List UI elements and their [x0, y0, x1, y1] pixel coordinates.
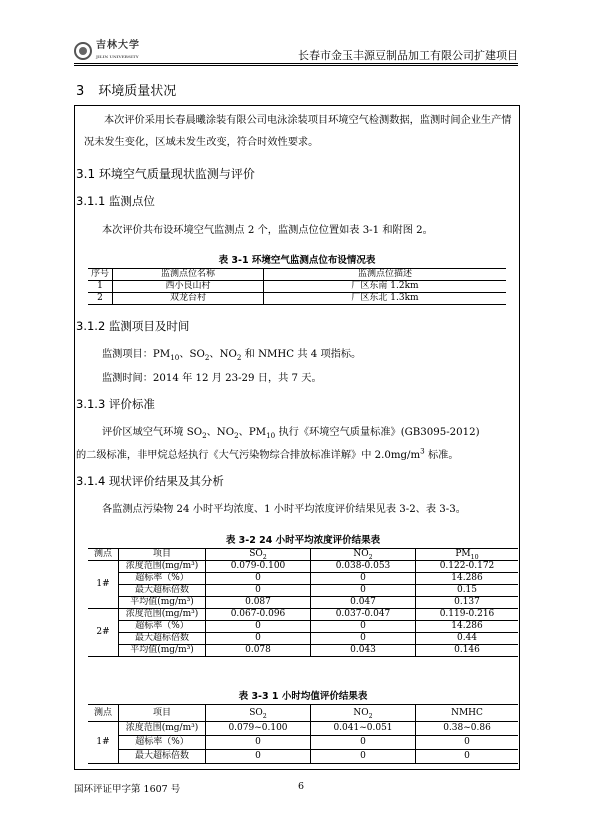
site-cell: 1#: [88, 561, 119, 609]
table-header-row: [88, 549, 518, 561]
logo-subtext: JILIN UNIVERSITY: [96, 54, 139, 59]
table-row: [88, 561, 518, 573]
table-monitoring-points: [88, 268, 506, 305]
intro-paragraph: 本次评价采用长春晨曦涂装有限公司电泳涂装项目环境空气检测数据，监测时间企业生产情况未发生变化，区域未发生改变，符合时效性要求。: [84, 115, 512, 148]
table-cell: 0: [311, 585, 416, 597]
table-row: [88, 573, 518, 585]
table-cell: 超标率（%）: [119, 573, 206, 585]
table-header-cell: $SO_2$: [206, 705, 311, 722]
table-cell: 0: [311, 621, 416, 633]
table-cell: 最大超标倍数: [119, 585, 206, 597]
table-cell: 浓度范围(mg/m³): [119, 609, 206, 621]
table-cell: 0.078: [206, 645, 311, 657]
header-rule: [74, 63, 518, 64]
table-cell: 浓度范围(mg/m³): [119, 561, 206, 573]
table-cell: 西小良山村: [113, 281, 264, 293]
table-row: [88, 293, 506, 305]
logo-text: 吉林大学: [96, 40, 140, 51]
table-header-cell: 测点: [88, 549, 119, 561]
table-cell: 0.122-0.172: [416, 561, 519, 573]
table-cell: 双龙台村: [113, 293, 264, 305]
table-cell: 0: [206, 633, 311, 645]
certificate-number: 国环评证甲字第 1607 号: [74, 784, 181, 795]
table-cell: 0.079~0.100: [206, 722, 311, 736]
table-cell: 厂区东北 1.3km: [264, 293, 507, 305]
table-row: [88, 609, 518, 621]
table-cell: 14.286: [416, 573, 519, 585]
table-header-row: [88, 269, 506, 281]
table-row: [88, 621, 518, 633]
table-cell: 0: [206, 621, 311, 633]
table-cell: 0: [206, 736, 311, 750]
table-row: [88, 736, 518, 750]
table-cell: 0.38~0.86: [416, 722, 519, 736]
table-cell: 0: [206, 585, 311, 597]
table-header-cell: $NO_2$: [311, 549, 416, 561]
table-cell: 0.137: [416, 597, 519, 609]
table-cell: 1: [88, 281, 113, 293]
table-cell: 0: [416, 750, 519, 764]
table-cell: 0.15: [416, 585, 519, 597]
table-cell: 最大超标倍数: [119, 750, 206, 764]
site-cell: 1#: [88, 722, 119, 764]
standard-text-line2: 的二级标准，非甲烷总烃执行《大气污染物综合排放标准详解》中 $2.0mg/m^3$ 标准。: [76, 446, 459, 461]
table-header-cell: $PM_{10}$: [416, 549, 519, 561]
table-header-cell: 测点: [88, 705, 119, 722]
table-cell: 0.079-0.100: [206, 561, 311, 573]
table-cell: 0.043: [311, 645, 416, 657]
heading-3-1-3: 3.1.3 评价标准: [76, 397, 155, 411]
table-cell: 0.44: [416, 633, 519, 645]
table3-caption: 表 3-3 1 小时均值评价结果表: [238, 691, 368, 702]
university-logo: [74, 38, 164, 64]
table-cell: 14.286: [416, 621, 519, 633]
section-heading: [76, 80, 176, 99]
table-cell: 0.041~0.051: [311, 722, 416, 736]
header-rule-thin: [74, 65, 518, 66]
table-cell: 超标率（%）: [119, 736, 206, 750]
table-row: [88, 722, 518, 736]
table-cell: 0: [311, 573, 416, 585]
heading-3-1-1: 3.1.1 监测点位: [76, 194, 155, 208]
table-row: [88, 633, 518, 645]
table-cell: 厂区东南 1.2km: [264, 281, 507, 293]
table-cell: 0: [311, 736, 416, 750]
table-header-row: [88, 705, 518, 722]
table-header-cell: 监测点位描述: [264, 269, 507, 281]
table-cell: 0.037-0.047: [311, 609, 416, 621]
table-cell: 0.146: [416, 645, 519, 657]
table-row: [88, 645, 518, 657]
table1-caption: 表 3-1 环境空气监测点位布设情况表: [218, 255, 376, 266]
table-24h-average: [88, 548, 518, 657]
table-cell: 0: [206, 573, 311, 585]
table-1h-average: [88, 704, 518, 764]
section-number: 3: [76, 84, 85, 99]
table-cell: 2: [88, 293, 113, 305]
heading-3-1-4: 3.1.4 现状评价结果及其分析: [76, 474, 224, 488]
subsection-heading-3-1: 3.1 环境空气质量现状监测与评价: [76, 167, 255, 181]
table-cell: 0: [206, 750, 311, 764]
heading-3-1-2: 3.1.2 监测项目及时间: [76, 319, 190, 333]
table-cell: 0.087: [206, 597, 311, 609]
table-row: [88, 281, 506, 293]
project-title: 长春市金玉丰源豆制品加工有限公司扩建项目: [298, 49, 518, 62]
table-cell: 超标率（%）: [119, 621, 206, 633]
standard-text-line1: 评价区域空气环境 $SO_2$、$NO_2$、$PM_{10}$ 执行《环境空气质量标准》(GB3095-2012): [102, 427, 480, 441]
table-cell: 0.047: [311, 597, 416, 609]
table-header-cell: 序号: [88, 269, 113, 281]
table-row: [88, 750, 518, 764]
table-header-cell: 监测点位名称: [113, 269, 264, 281]
table-header-cell: $SO_2$: [206, 549, 311, 561]
table-header-cell: 项目: [119, 549, 206, 561]
monitoring-points-text: 本次评价共布设环境空气监测点 2 个，监测点位位置如表 3-1 和附图 2。: [102, 225, 433, 236]
table-cell: 平均值(mg/m³): [119, 645, 206, 657]
table-cell: 0: [311, 633, 416, 645]
table-cell: 平均值(mg/m³): [119, 597, 206, 609]
site-cell: 2#: [88, 609, 119, 657]
table-header-cell: NMHC: [416, 705, 519, 722]
table-row: [88, 597, 518, 609]
monitoring-time-text: 监测时间：2014 年 12 月 23-29 日，共 7 天。: [102, 373, 322, 384]
section-title: 环境质量状况: [98, 84, 177, 99]
table-cell: 0.067-0.096: [206, 609, 311, 621]
table-cell: 0: [416, 736, 519, 750]
page-number: 6: [298, 781, 305, 792]
table-row: [88, 585, 518, 597]
table2-caption: 表 3-2 24 小时平均浓度评价结果表: [225, 535, 381, 546]
table-cell: 最大超标倍数: [119, 633, 206, 645]
table-header-cell: 项目: [119, 705, 206, 722]
table-cell: 0.119-0.216: [416, 609, 519, 621]
monitoring-items-text: 监测项目：$PM_{10}$、$SO_2$、$NO_2$ 和 NMHC 共 4 项指标。: [102, 349, 362, 363]
results-text: 各监测点污染物 24 小时平均浓度、1 小时平均浓度评价结果见表 3-2、表 3-3。: [102, 504, 466, 515]
table-cell: 0.038-0.053: [311, 561, 416, 573]
table-cell: 0: [311, 750, 416, 764]
university-emblem-icon: [74, 42, 92, 60]
table-header-cell: $NO_2$: [311, 705, 416, 722]
table-cell: 浓度范围(mg/m³): [119, 722, 206, 736]
